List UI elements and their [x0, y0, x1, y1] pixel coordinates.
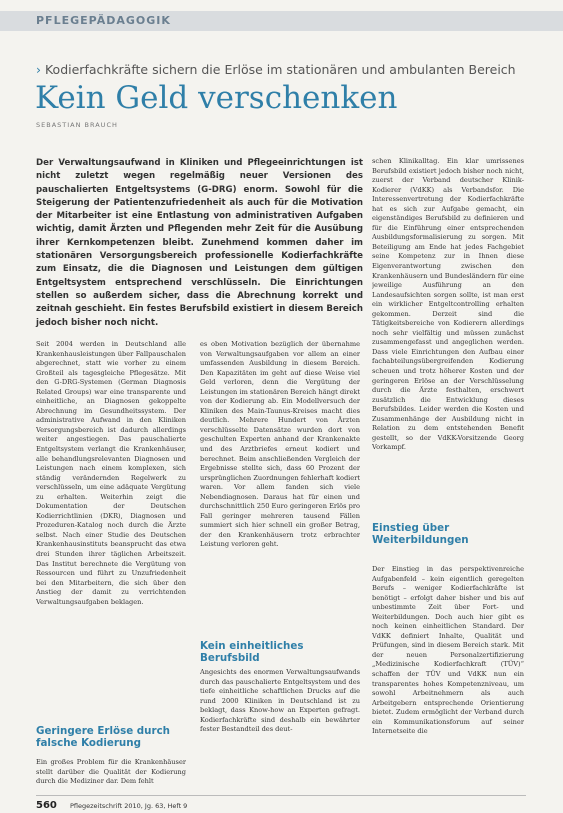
lead-paragraph: Der Verwaltungsaufwand in Kliniken und Pflegeeinrichtungen ist nicht zuletzt wegen regelmäßig neuer Versionen des pauschalierten Entgeltsystems (G-DRG) enorm. Sowohl für die Steigerung der Patientenzufriedenheit als auch für die Motivation der Mitarbeiter ist eine Entlastung von administrativen Aufgaben wichtig, damit Ärzten und Pflegenden mehr Zeit für die Ausübung ihrer Kernkompetenzen bleibt. Zunehmend kommen daher im stationären Versorgungsbereich professionelle Kodierfachkräfte zum Einsatz, die die Diagnosen und Leistungen dem gültigen Entgeltsystem entsprechend verschlüsseln. Die Einrichtungen stellen so außerdem sicher, dass die Abrechnung korrekt und zeitnah geschieht. Ein festes Berufsbild existiert in diesem Bereich jedoch bisher noch nicht. [36, 158, 363, 328]
subheading-berufsbild: Kein einheitliches Berufsbild [200, 640, 304, 664]
body-column-1-continued: Ein großes Problem für die Krankenhäuser stellt darüber die Qualität der Kodierung durch die Mediziner dar. Dem fehlt [36, 758, 186, 786]
body-column-2-continued: Angesichts des enormen Verwaltungsaufwands durch das pauschalierte Entgeltsystem und des tiefe einheitliche schaftlichen Drucks auf die rund 2000 Kliniken in Deutschland ist zu beklagt, dass Know-how an Experten gefragt. Kodierfachkräfte sind deshalb ein bewährter fester Bestandteil des deut- [200, 668, 360, 734]
body-column-3-continued: Der Einstieg in das perspektivenreiche Aufgabenfeld – kein eigentlich geregelten Berufs – weniger Kodierfachkräfte ist benötigt – erfolgt daher bisher und bis auf unbestimmte Zeit über Fort- und Weiterbildungen. Doch auch hier gibt es noch keinen einheitlichen Standard. Der VdKK definiert Inhalte, Qualität und Prüfungen, sind in diesem Bereich stark. Mit der neuen Personalzertifizierung „Medizinische Kodierfachkraft (TÜV)“ schaffen der TÜV und VdKK nun ein transparentes hohes Kompetenzniveau, um sowohl Arbeitnehmern als auch Arbeitgebern entsprechende Orientierung bietet. Zudem ermöglicht der Verband durch ein Kommunikationsforum auf seiner Internetseite die [372, 565, 524, 736]
author-name: SEBASTIAN BRAUCH [36, 121, 118, 129]
journal-citation: Pflegezeitschrift 2010, Jg. 63, Heft 9 [70, 802, 188, 810]
body-column-1: Seit 2004 werden in Deutschland alle Krankenhausleistungen über Fallpauschalen abgerechnet, statt wie vorher zu einem Großteil als tagesgleiche Pflegesätze. Mit den G-DRG-Systemen (German Diagnosis Related Groups) war eine transparente und einheitliche, an Diagnosen gekoppelte Abrechnung im Gesundheitssystem. Der administrative Aufwand in den Kliniken Versorgungsbereich ist dadurch allerdings weiter angestiegen. Das pauschalierte Entgeltsystem verlangt die Krankenhäuser, alle behandlungsrelevanten Diagnosen und Leistungen nach einem komplexen, sich ständig verändernden Regelwerk zu verschlüsseln, um eine adäquate Vergütung zu erhalten. Weiterhin zeigt die Dokumentation der Deutschen Kodierrichtlinien (DKR), Diagnosen und Prozeduren-Katalog noch durch die Ärzte selbst. Nach einer Studie des Deutschen Krankenhausinstituts beansprucht das etwa drei Stunden ihrer täglichen Arbeitszeit. Das Institut berechnete die Vergütung von Ressourcen und führt zu Unzufriedenheit bei den Mitarbeitern, die sich über den Anstieg der damit zu verrichtenden Verwaltungsaufgaben beklagen. [36, 340, 186, 606]
body-column-3: schen Klinikalltag. Ein klar umrissenes Berufsbild existiert jedoch bisher noch nicht, zuerst der Verband deutscher Klinik-Kodierer (VdKK) als Verbandsfor. Die Interessenvertretung der Kodierfachkräfte hat es sich zur Aufgabe gemacht, ein eigenständiges Berufsbild zu definieren und für die Einführung einer entsprechenden Ausbildungsformalisierung zu sorgen. Mit Beteiligung am Ende hat jedes Fachgebiet seine Kompetenz zur in Ihnen diese Eigenverantwortung zwischen den Krankenhäusern und Bundesländern für eine jeweilige Ausführung an den Landesaufsichten sorgen sollte, ist man erst ein wirklicher Entgeltcontrolling erhalten gekommen. Derzeit sind die Tätigkeitsbereiche von Kodierern allerdings noch sehr vielfältig und müssen zunächst zusammengefasst und angeglichen werden. Dass viele Einrichtungen den Aufbau einer fachabteilungsübergreifenden Kodierung scheuen und trotz höherer Kosten und der geringeren Erlöse an der Verschlüsselung durch die Ärzte festhalten, erschwert zusätzlich die Entwicklung dieses Berufsbildes. Leider werden die Kosten und Zusammenhänge der Ausbildung nicht in Relation zu dem entstehenden Benefit gestellt, so der VdKK-Vorsitzende Georg Vorkampf. [372, 157, 524, 452]
subtitle-arrow-icon: › [36, 62, 41, 77]
article-title: Kein Geld verschenken [35, 80, 398, 116]
body-column-2: es oben Motivation bezüglich der übernahme von Verwaltungsaufgaben vor allem an einer umfassenden Ausbildung in diesem Bereich. Den Kapazitäten im geht auf diese Weise viel Geld verloren, denn die Vergütung der Leistungen im stationären Bereich hängt direkt von der Kodierung ab. Ein Modellversuch der Kliniken des Main-Taunus-Kreises macht dies deutlich. Mehrere Hundert von Ärzten verschlüsselte Datensätze wurden dort von geschulten Experten anhand der Krankenakte und des Arztbriefes erneut kodiert und berechnet. Beim anschließenden Vergleich der Ergebnisse stellte sich, dass 60 Prozent der ursprünglichen Zuordnungen fehlerhaft kodiert waren. Vor allem fanden sich viele Nebendiagnosen. Daraus hat für einen und durchschnittlich 250 Euro geringeren Erlös pro Fall geringer mehreren tausend Fällen summiert sich hier schnell ein großer Betrag, der den Krankenhäusern trotz erbrachter Leistung verloren geht. [200, 340, 360, 549]
subheading-weiterbildungen: Einstieg über Weiterbildungen [372, 522, 469, 546]
footer-divider [36, 795, 526, 796]
page-number: 560 [36, 800, 57, 811]
subheading-erloese: Geringere Erlöse durch falsche Kodierung [36, 725, 171, 749]
section-label: PFLEGEPÄDAGOGIK [36, 14, 171, 27]
article-subtitle [36, 62, 556, 77]
subtitle-text: Kodierfachkräfte sichern die Erlöse im stationären und ambulanten Bereich [44, 62, 516, 77]
